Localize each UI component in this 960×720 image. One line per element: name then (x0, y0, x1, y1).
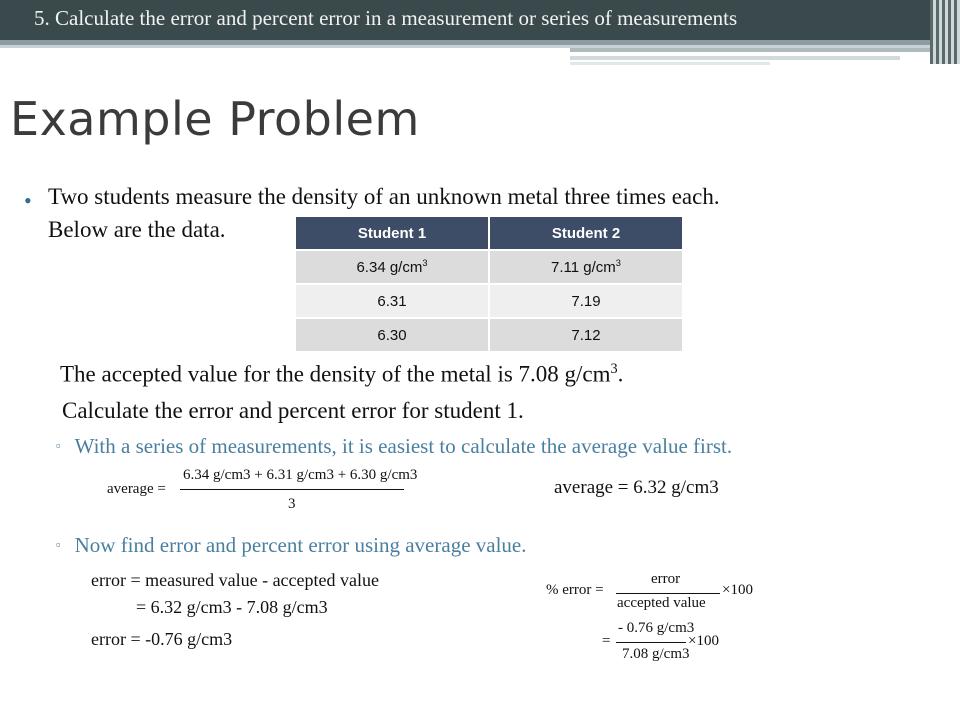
equals-sign: = (602, 633, 611, 649)
average-denominator: 3 (288, 496, 296, 512)
average-label: average = (107, 481, 166, 497)
header-title: 5. Calculate the error and percent error in a measurement or series of measurements (34, 6, 738, 30)
table-row (296, 283, 682, 317)
square-bullet-icon: ▫ (56, 438, 61, 453)
percent-error-multiplier: ×100 (722, 582, 753, 598)
header-stripe (570, 48, 960, 52)
percent-error-numerator: error (651, 571, 681, 587)
percent-error-label: % error = (546, 582, 604, 598)
data-table (296, 217, 682, 351)
percent-error-value-denominator: 7.08 g/cm3 (622, 646, 690, 662)
error-result: error = -0.76 g/cm3 (91, 629, 233, 649)
sub-bullet-1 (56, 434, 732, 459)
column-header: Student 1 (296, 217, 490, 249)
column-header: Student 2 (490, 217, 682, 249)
intro-text-line2: Below are the data. (48, 217, 226, 242)
error-substitution: = 6.32 g/cm3 - 7.08 g/cm3 (136, 597, 328, 617)
table-header-row (296, 217, 682, 249)
accepted-value-text: The accepted value for the density of the metal is 7.08 $g/cm^3$. (60, 361, 624, 387)
fraction-bar (616, 642, 686, 643)
table-row (296, 249, 682, 283)
intro-text-line1: Two students measure the density of an unknown metal three times each. (48, 184, 720, 209)
fraction-bar (180, 489, 404, 490)
fraction-bar (616, 593, 720, 594)
sub-bullet-text: Now find error and percent error using average value. (74, 533, 527, 557)
calculate-instruction: Calculate the error and percent error for student 1. (62, 398, 524, 423)
side-stripes (930, 0, 960, 64)
header-stripe (570, 62, 770, 65)
sub-bullet-2 (56, 533, 527, 558)
table-cell: 7.19 (490, 283, 682, 317)
table-cell: 6.30 (296, 317, 490, 351)
table-cell: 7.11 $g/cm^3$ (490, 249, 682, 283)
bullet-dot-icon: • (24, 188, 32, 213)
header-bar (0, 0, 960, 40)
sub-bullet-text: With a series of measurements, it is easiest to calculate the average value first. (74, 434, 733, 458)
percent-error-value-numerator: - 0.76 g/cm3 (618, 620, 695, 636)
percent-error-value-multiplier: ×100 (688, 633, 719, 649)
error-formula: error = measured value - accepted value (91, 570, 379, 590)
table-cell: 6.31 (296, 283, 490, 317)
square-bullet-icon: ▫ (56, 537, 61, 552)
table-row (296, 317, 682, 351)
header-stripe (570, 56, 900, 60)
percent-error-denominator: accepted value (617, 595, 706, 611)
table-cell: 6.34 $g/cm^3$ (296, 249, 490, 283)
table-cell: 7.12 (490, 317, 682, 351)
average-result: average = 6.32 g/cm3 (554, 477, 719, 498)
slide-title: Example Problem (10, 92, 420, 146)
average-numerator: 6.34 g/cm3 + 6.31 g/cm3 + 6.30 g/cm3 (183, 467, 418, 483)
